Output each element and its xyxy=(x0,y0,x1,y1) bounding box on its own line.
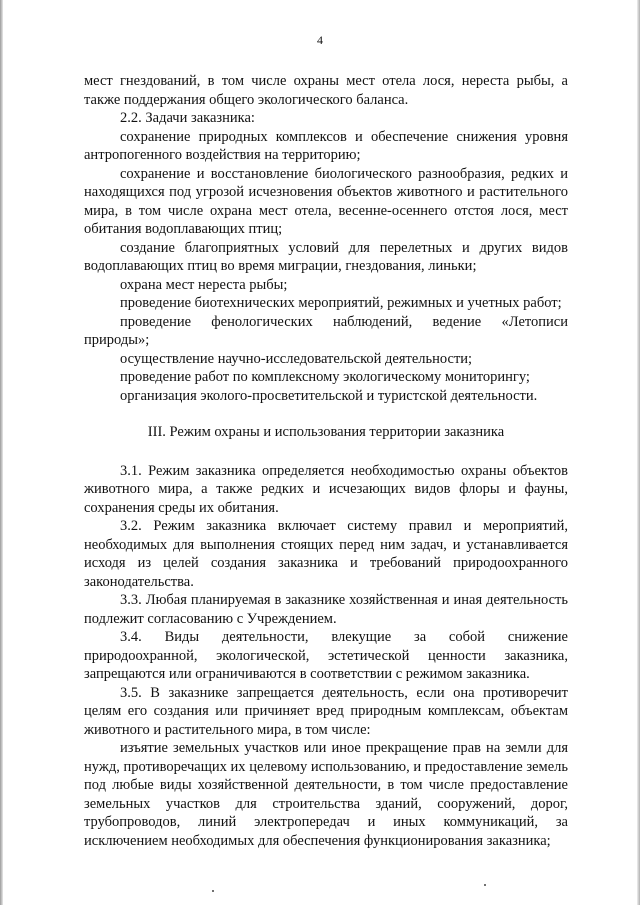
paragraph: создание благоприятных условий для перелетных и других видов водоплавающих птиц во время миграции, гнездования, линьки; xyxy=(84,239,568,274)
paragraph: организация эколого-просветительской и туристской деятельности. xyxy=(120,387,538,404)
paragraph: 2.2. Задачи заказника: xyxy=(120,110,255,126)
page-number: 4 xyxy=(317,33,323,47)
paragraph: изъятие земельных участков или иное прекращение прав на земли для нужд, противоречащих их целевому использованию, и предоставление земель под любые виды хозяйственной деятельности, в том числе предоставление земельных участков для строительства зданий, сооружений, дорог, трубопроводов, линий электропередач и иных коммуникаций, за исключением необходимых для обеспечения функционирования заказника; xyxy=(84,740,568,849)
paragraph: мест гнездований, в том числе охраны мест отела лося, нереста рыбы, а также поддержания общего экологического баланса. xyxy=(84,73,568,108)
paragraph: 3.4. Виды деятельности, влекущие за собой снижение природоохранной, экологической, эстетической ценности заказника, запрещаются или ограничиваются в соответствии с режимом заказника. xyxy=(84,629,568,682)
paragraph: охрана мест нереста рыбы; xyxy=(120,276,288,293)
paragraph: проведение биотехнических мероприятий, режимных и учетных работ; xyxy=(120,295,562,311)
section-three-paragraphs xyxy=(84,462,568,851)
section-two-paragraphs xyxy=(84,72,568,405)
document-body xyxy=(84,72,568,850)
paragraph: 3.2. Режим заказника включает систему правил и мероприятий, необходимых для выполнения стоящих перед ним задач, и устанавливается исходя из целей создания заказника и требований природоохранного законодательства. xyxy=(84,518,568,590)
paragraph: сохранение и восстановление биологического разнообразия, редких и находящихся под угрозой исчезновения объектов животного и растительного мира, в том числе охрана мест отела, весенне-осеннего отстоя лося, мест обитания водоплавающих птиц; xyxy=(84,165,568,237)
paragraph: 3.5. В заказнике запрещается деятельность, если она противоречит целям его создания или причиняет вред природным комплексам, объектам животного и растительного мира, в том числе: xyxy=(84,684,568,738)
scan-edge-left xyxy=(0,0,3,905)
paragraph: 3.3. Любая планируемая в заказнике хозяйственная и иная деятельность подлежит согласованию с Учреждением. xyxy=(84,592,568,627)
scan-speck xyxy=(484,884,486,886)
section-title: III. Режим охраны и использования территории заказника xyxy=(147,424,505,440)
paragraph: проведение фенологических наблюдений, ведение «Летописи природы»; xyxy=(84,313,568,348)
paragraph: осуществление научно-исследовательской деятельности; xyxy=(120,350,473,367)
paragraph: 3.1. Режим заказника определяется необходимостью охраны объектов животного мира, а также редких и исчезающих видов флоры и фауны, сохранения среды их обитания. xyxy=(84,462,568,516)
paragraph: сохранение природных комплексов и обеспечение снижения уровня антропогенного воздействия на территорию; xyxy=(84,128,568,163)
scan-speck xyxy=(212,890,214,892)
paragraph: проведение работ по комплексному экологическому мониторингу; xyxy=(120,369,530,385)
